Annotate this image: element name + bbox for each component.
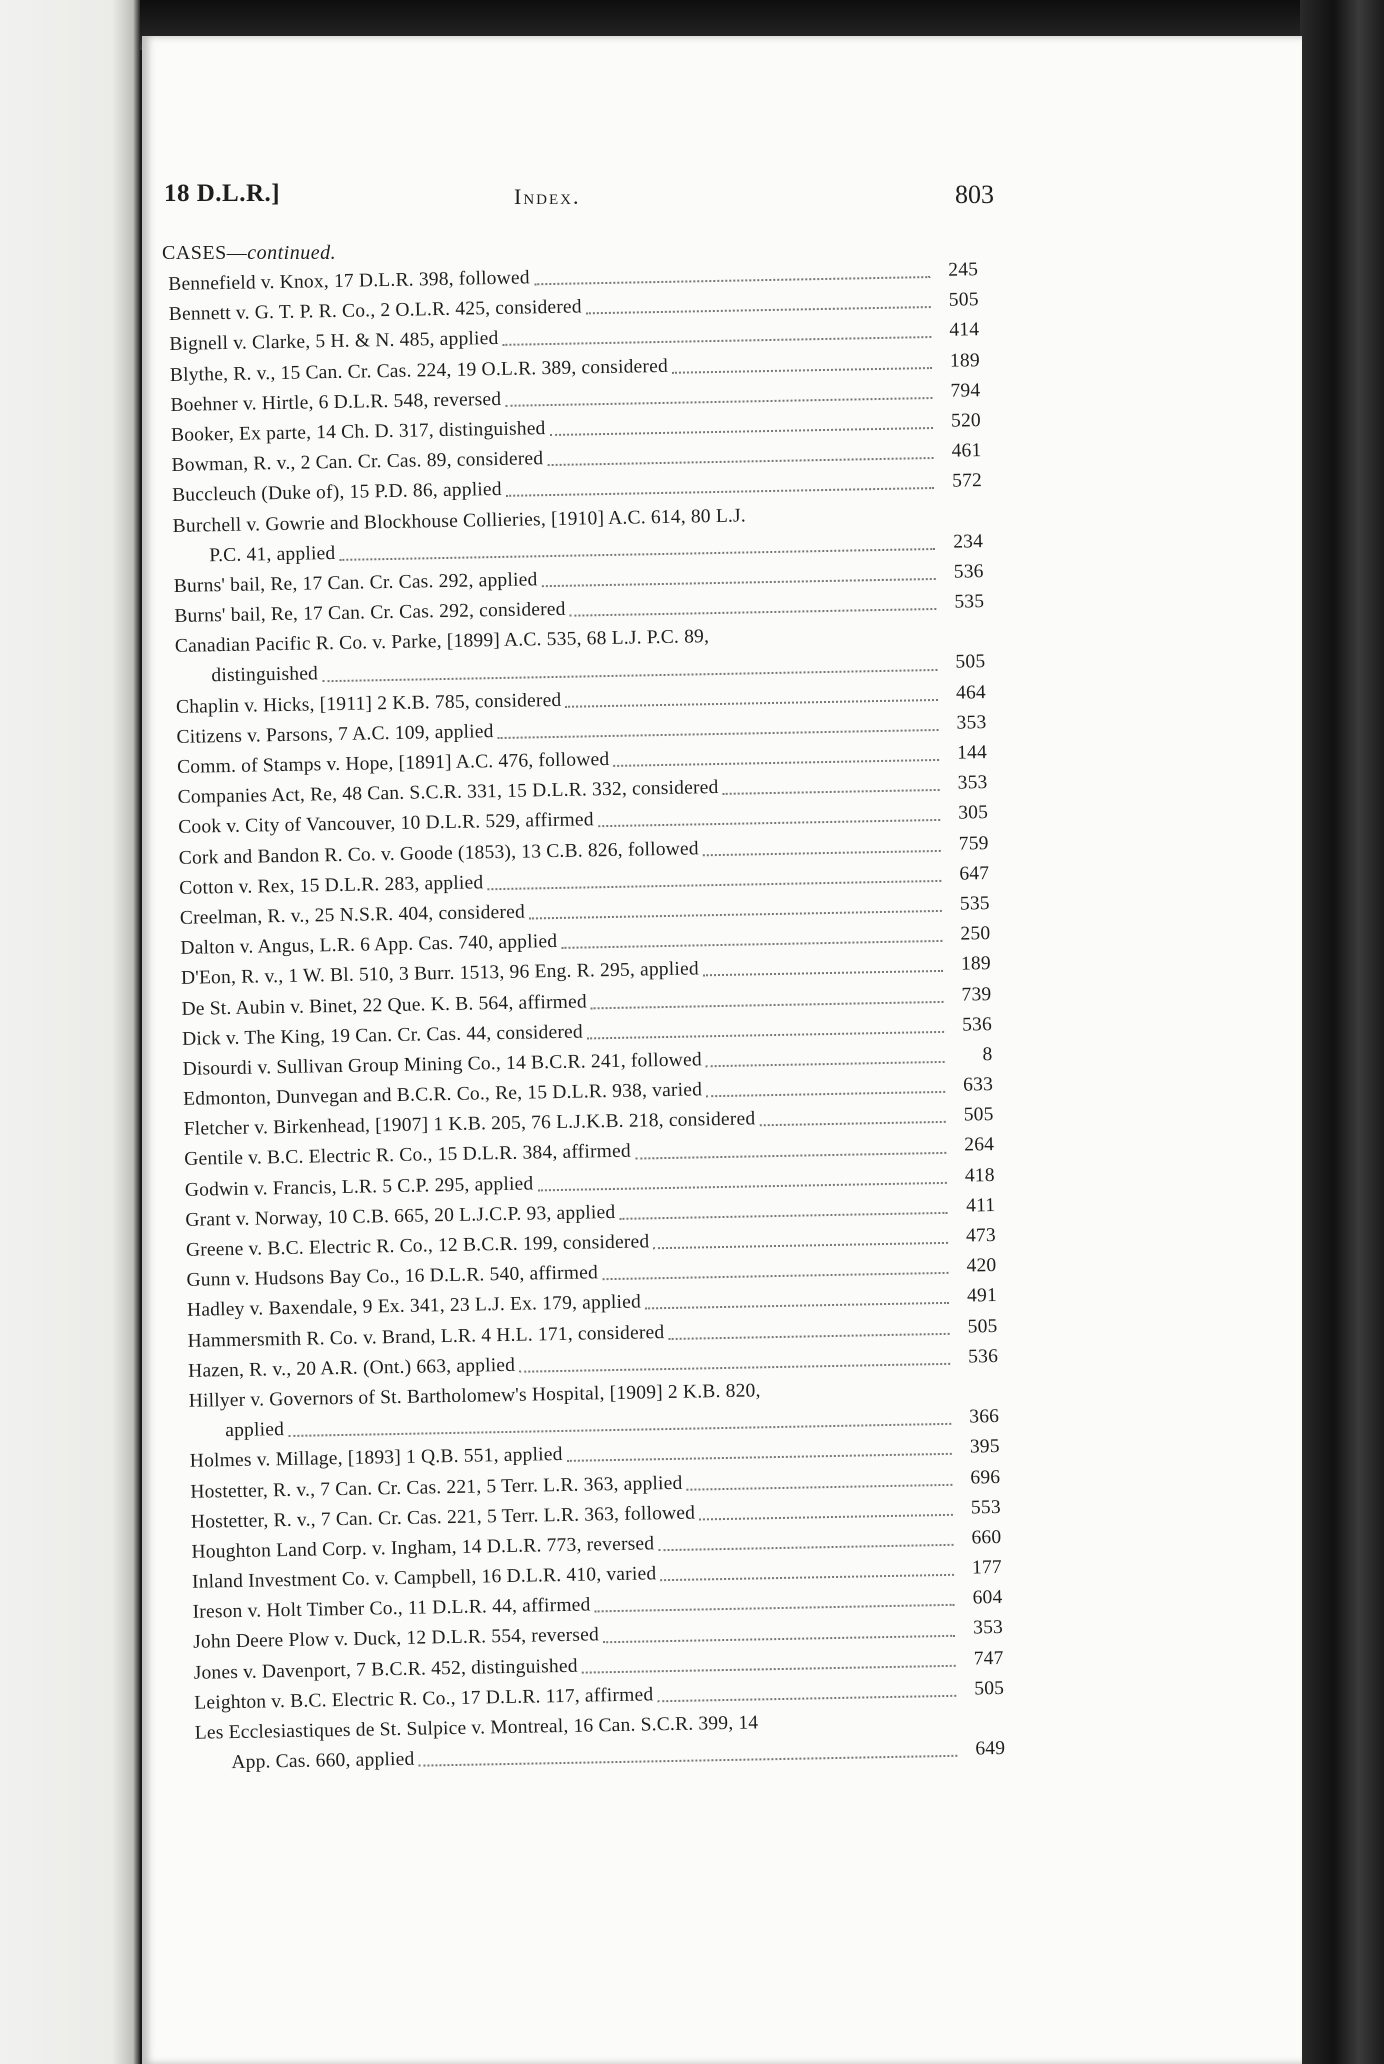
dot-leader bbox=[561, 940, 942, 949]
dot-leader bbox=[723, 789, 940, 795]
entry-page-number: 794 bbox=[950, 379, 981, 402]
dot-leader bbox=[506, 487, 934, 497]
entry-page-number: 234 bbox=[953, 530, 984, 553]
entry-page-number: 250 bbox=[960, 923, 991, 945]
entry-page-number: 245 bbox=[948, 259, 979, 281]
running-header bbox=[164, 174, 994, 214]
case-citation: Bowman, R. v., 2 Can. Cr. Cas. 89, considered bbox=[171, 448, 544, 477]
case-citation: Burns' bail, Re, 17 Can. Cr. Cas. 292, considered bbox=[174, 598, 566, 628]
case-citation: Ireson v. Holt Timber Co., 11 D.L.R. 44, affirmed bbox=[192, 1594, 591, 1624]
entry-page-number: 395 bbox=[969, 1436, 1000, 1458]
dot-leader bbox=[687, 1483, 953, 1490]
entry-page-number: 420 bbox=[966, 1255, 997, 1277]
dot-leader bbox=[567, 1453, 952, 1462]
entry-page-number: 505 bbox=[967, 1315, 998, 1338]
dot-leader bbox=[660, 1574, 954, 1581]
case-citation: Citizens v. Parsons, 7 A.C. 109, applied bbox=[176, 720, 494, 748]
entry-page-number: 505 bbox=[963, 1104, 994, 1126]
dot-leader bbox=[706, 1091, 945, 1097]
dot-leader bbox=[550, 427, 933, 436]
dot-leader bbox=[529, 910, 942, 920]
case-citation: Grant v. Norway, 10 C.B. 665, 20 L.J.C.P. 93, applied bbox=[185, 1201, 616, 1231]
entry-page-number: 696 bbox=[970, 1466, 1001, 1488]
section-heading-suffix: continued. bbox=[247, 242, 337, 264]
case-citation: Hostetter, R. v., 7 Can. Cr. Cas. 221, 5 Terr. L.R. 363, applied bbox=[190, 1472, 683, 1503]
dot-leader bbox=[635, 1151, 946, 1159]
dot-leader bbox=[537, 1182, 946, 1192]
case-citation: P.C. 41, applied bbox=[209, 542, 336, 566]
entry-page-number: 536 bbox=[961, 1013, 993, 1036]
case-citation: Bignell v. Clarke, 5 H. & N. 485, applied bbox=[169, 328, 499, 356]
dot-leader bbox=[505, 397, 932, 407]
case-citation: Cork and Bandon R. Co. v. Goode (1853), 13 C.B. 826, followed bbox=[178, 837, 699, 869]
case-citation: D'Eon, R. v., 1 W. Bl. 510, 3 Burr. 1513, 96 Eng. R. 295, applied bbox=[180, 958, 700, 990]
entry-page-number: 520 bbox=[950, 410, 982, 432]
case-citation: Hillyer v. Governors of St. Bartholomew's Hospital, [1909] 2 K.B. 820, bbox=[188, 1380, 761, 1412]
entry-page-number: 536 bbox=[953, 560, 984, 583]
dot-leader bbox=[566, 699, 939, 708]
entry-page-number: 366 bbox=[969, 1406, 1000, 1428]
entry-page-number: 353 bbox=[957, 772, 988, 794]
case-citation: John Deere Plow v. Duck, 12 D.L.R. 554, reversed bbox=[192, 1624, 600, 1654]
dot-leader bbox=[586, 306, 931, 314]
entry-page-number: 414 bbox=[949, 319, 980, 342]
entry-page-number: 747 bbox=[973, 1647, 1004, 1670]
case-citation: Bennett v. G. T. P. R. Co., 2 O.L.R. 425, considered bbox=[168, 296, 582, 326]
entry-page-number: 418 bbox=[964, 1164, 995, 1187]
dot-leader bbox=[582, 1665, 956, 1674]
entry-page-number: 739 bbox=[961, 983, 992, 1006]
dot-leader bbox=[699, 1514, 953, 1521]
entry-page-number: 264 bbox=[964, 1134, 995, 1156]
case-citation: Companies Act, Re, 48 Can. S.C.R. 331, 15 D.L.R. 332, considered bbox=[177, 777, 719, 809]
dot-leader bbox=[603, 1634, 955, 1642]
case-citation: Hammersmith R. Co. v. Brand, L.R. 4 H.L. 171, considered bbox=[187, 1321, 665, 1352]
entry-page-number: 505 bbox=[955, 651, 986, 674]
dot-leader bbox=[658, 1544, 953, 1551]
case-citation: Gentile v. B.C. Electric R. Co., 15 D.L.R. 384, affirmed bbox=[184, 1141, 632, 1171]
case-citation: Canadian Pacific R. Co. v. Parke, [1899] A.C. 535, 68 L.J. P.C. 89, bbox=[174, 626, 710, 658]
entry-page-number: 144 bbox=[956, 742, 988, 764]
case-citation: Bennefield v. Knox, 17 D.L.R. 398, followed bbox=[168, 267, 530, 295]
case-citation: Edmonton, Dunvegan and B.C.R. Co., Re, 15 D.L.R. 938, varied bbox=[183, 1079, 703, 1110]
entry-page-number: 411 bbox=[965, 1194, 996, 1217]
case-citation: Dick v. The King, 19 Can. Cr. Cas. 44, considered bbox=[181, 1021, 584, 1050]
entry-page-number: 177 bbox=[971, 1557, 1003, 1579]
page-number: 803 bbox=[955, 180, 994, 209]
case-citation: applied bbox=[225, 1419, 285, 1442]
dot-leader bbox=[419, 1755, 958, 1767]
section-heading-label: CASES— bbox=[162, 242, 248, 264]
entry-page-number: 505 bbox=[974, 1677, 1005, 1700]
entry-page-number: 633 bbox=[963, 1074, 994, 1096]
dot-leader bbox=[613, 759, 939, 767]
entry-page-number: 464 bbox=[955, 681, 987, 704]
case-citation: distinguished bbox=[211, 663, 319, 687]
case-citation: Booker, Ex parte, 14 Ch. D. 317, distinguished bbox=[170, 418, 546, 446]
page-title: Index. bbox=[514, 184, 581, 209]
section-heading bbox=[162, 242, 336, 265]
dot-leader bbox=[668, 1333, 949, 1340]
case-citation: Cook v. City of Vancouver, 10 D.L.R. 529, affirmed bbox=[178, 809, 594, 839]
entry-page-number: 353 bbox=[956, 711, 987, 734]
case-citation: Boehner v. Hirtle, 6 D.L.R. 548, reversed bbox=[170, 388, 502, 416]
case-citation: Inland Investment Co. v. Campbell, 16 D.L.R. 410, varied bbox=[191, 1563, 657, 1593]
entry-page-number: 649 bbox=[975, 1738, 1006, 1760]
entry-page-number: 505 bbox=[948, 289, 979, 311]
entry-page-number: 189 bbox=[949, 349, 980, 372]
case-citation: Holmes v. Millage, [1893] 1 Q.B. 551, applied bbox=[189, 1444, 563, 1473]
entry-page-number: 759 bbox=[958, 832, 989, 855]
case-citation: Greene v. B.C. Electric R. Co., 12 B.C.R. 199, considered bbox=[185, 1231, 650, 1261]
dot-leader bbox=[619, 1212, 947, 1220]
entry-page-number: 491 bbox=[966, 1285, 998, 1307]
dot-leader bbox=[657, 1695, 956, 1702]
case-citation: Cotton v. Rex, 15 D.L.R. 283, applied bbox=[179, 872, 484, 899]
entry-page-number: 305 bbox=[958, 802, 989, 824]
volume-reference: 18 D.L.R.] bbox=[164, 180, 281, 207]
entry-page-number: 189 bbox=[960, 953, 992, 975]
entry-page-number: 553 bbox=[970, 1496, 1002, 1519]
case-citation: De St. Aubin v. Binet, 22 Que. K. B. 564, affirmed bbox=[181, 990, 588, 1020]
dot-leader bbox=[759, 1121, 945, 1126]
dot-leader bbox=[653, 1242, 948, 1249]
case-citation: Hadley v. Baxendale, 9 Ex. 341, 23 L.J. Ex. 179, applied bbox=[186, 1291, 642, 1322]
case-citation: Jones v. Davenport, 7 B.C.R. 452, distinguished bbox=[193, 1655, 578, 1684]
dot-leader bbox=[503, 336, 932, 346]
case-citation: Burchell v. Gowrie and Blockhouse Collieries, [1910] A.C. 614, 80 L.J. bbox=[172, 504, 747, 537]
dot-leader bbox=[519, 1363, 950, 1373]
dot-leader bbox=[547, 457, 933, 466]
entry-page-number: 647 bbox=[959, 862, 990, 885]
dot-leader bbox=[672, 367, 932, 374]
scan-right-edge bbox=[1300, 0, 1384, 2064]
dot-leader bbox=[487, 880, 941, 890]
case-citation: Hazen, R. v., 20 A.R. (Ont.) 663, applied bbox=[187, 1354, 516, 1382]
case-citation: Houghton Land Corp. v. Ingham, 14 D.L.R. 773, reversed bbox=[191, 1533, 655, 1563]
case-citation: Dalton v. Angus, L.R. 6 App. Cas. 740, applied bbox=[180, 931, 558, 960]
dot-leader bbox=[602, 1272, 948, 1280]
case-citation: Buccleuch (Duke of), 15 P.D. 86, applied bbox=[171, 479, 502, 507]
entry-page-number: 8 bbox=[982, 1043, 993, 1066]
dot-leader bbox=[542, 578, 936, 587]
entry-page-number: 660 bbox=[971, 1526, 1002, 1549]
case-citation: Blythe, R. v., 15 Can. Cr. Cas. 224, 19 O.L.R. 389, considered bbox=[169, 355, 669, 386]
case-citation: Fletcher v. Birkenhead, [1907] 1 K.B. 205, 76 L.J.K.B. 218, considered bbox=[183, 1108, 756, 1141]
case-citation: Leighton v. B.C. Electric R. Co., 17 D.L.R. 117, affirmed bbox=[194, 1684, 654, 1714]
dot-leader bbox=[598, 819, 940, 827]
dot-leader bbox=[591, 1001, 944, 1009]
dot-leader bbox=[534, 276, 930, 285]
case-citation: Godwin v. Francis, L.R. 5 C.P. 295, applied bbox=[184, 1173, 534, 1201]
entry-page-number: 604 bbox=[972, 1587, 1003, 1609]
dot-leader bbox=[587, 1031, 944, 1040]
case-citation: Comm. of Stamps v. Hope, [1891] A.C. 476, followed bbox=[176, 748, 610, 778]
index-entries bbox=[168, 255, 1006, 1779]
case-citation: App. Cas. 660, applied bbox=[231, 1748, 415, 1774]
dot-leader bbox=[706, 1061, 945, 1067]
dot-leader bbox=[570, 608, 937, 617]
entry-page-number: 353 bbox=[972, 1617, 1004, 1639]
case-citation: Gunn v. Hudsons Bay Co., 16 D.L.R. 540, affirmed bbox=[186, 1262, 599, 1292]
facing-page-edge bbox=[0, 0, 140, 2064]
case-citation: Les Ecclesiastiques de St. Sulpice v. Montreal, 16 Can. S.C.R. 399, 14 bbox=[194, 1712, 759, 1744]
dot-leader bbox=[703, 970, 943, 976]
entry-page-number: 461 bbox=[951, 440, 982, 462]
dot-leader bbox=[595, 1604, 955, 1613]
entry-page-number: 535 bbox=[954, 591, 985, 613]
entry-page-number: 536 bbox=[967, 1345, 999, 1368]
dot-leader bbox=[703, 850, 941, 856]
entry-page-number: 572 bbox=[951, 470, 983, 492]
case-citation: Creelman, R. v., 25 N.S.R. 404, considered bbox=[179, 901, 526, 929]
case-citation: Burns' bail, Re, 17 Can. Cr. Cas. 292, applied bbox=[173, 569, 538, 597]
case-citation: Hostetter, R. v., 7 Can. Cr. Cas. 221, 5 Terr. L.R. 363, followed bbox=[190, 1502, 696, 1533]
dot-leader bbox=[645, 1302, 949, 1310]
entry-page-number: 473 bbox=[965, 1224, 997, 1247]
case-citation: Chaplin v. Hicks, [1911] 2 K.B. 785, considered bbox=[175, 689, 562, 718]
case-citation: Disourdi v. Sullivan Group Mining Co., 14 B.C.R. 241, followed bbox=[182, 1049, 702, 1080]
entry-page-number: 535 bbox=[959, 892, 990, 915]
dot-leader bbox=[498, 729, 939, 739]
